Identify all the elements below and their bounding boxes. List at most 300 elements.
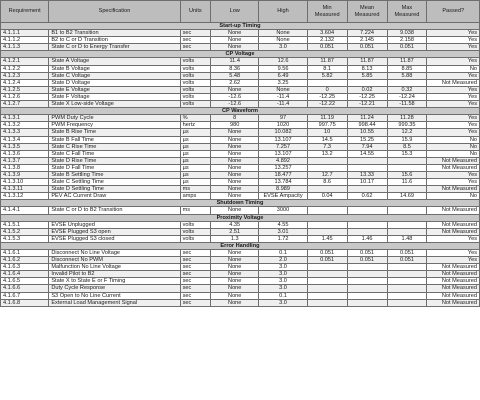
cell-passed: No	[427, 143, 480, 150]
cell-units: µs	[180, 129, 210, 136]
cell-low: 8	[211, 115, 259, 122]
cell-requirement: 4.1.3.9	[1, 171, 49, 178]
cell-units: µs	[180, 136, 210, 143]
cell-passed: Not Measured	[427, 157, 480, 164]
table-row	[1, 72, 480, 79]
table-row	[1, 171, 480, 178]
cell-low: 8.36	[211, 65, 259, 72]
cell-min: 1.45	[307, 235, 347, 242]
cell-requirement: 4.1.1.1	[1, 30, 49, 37]
table-row	[1, 278, 480, 285]
cell-passed: No	[427, 150, 480, 157]
cell-max: 0.051	[387, 44, 427, 51]
cell-specification: PEV AC Current Draw	[49, 193, 180, 200]
cell-low: None	[211, 164, 259, 171]
cell-high: 3.0	[259, 264, 307, 271]
cell-passed: Not Measured	[427, 207, 480, 214]
table-row	[1, 58, 480, 65]
cell-max	[387, 186, 427, 193]
cell-high: 6.49	[259, 72, 307, 79]
cell-high: 18.477	[259, 171, 307, 178]
cell-low: None	[211, 250, 259, 257]
cell-max: 12.2	[387, 129, 427, 136]
cell-max: 9.038	[387, 30, 427, 37]
cell-requirement: 4.1.3.5	[1, 143, 49, 150]
cell-low: None	[211, 278, 259, 285]
cell-passed: Not Measured	[427, 79, 480, 86]
cell-units: volts	[180, 101, 210, 108]
cell-units: ms	[180, 207, 210, 214]
cell-requirement: 4.1.3.10	[1, 179, 49, 186]
cell-requirement: 4.1.5.2	[1, 228, 49, 235]
cell-min: 10	[307, 129, 347, 136]
section-header-row	[1, 51, 480, 58]
cell-passed: Not Measured	[427, 285, 480, 292]
cell-high: None	[259, 37, 307, 44]
cell-specification: Duty Cycle Response	[49, 285, 180, 292]
cell-min	[307, 207, 347, 214]
cell-units: µs	[180, 179, 210, 186]
cell-min	[307, 228, 347, 235]
cell-requirement: 4.1.5.1	[1, 221, 49, 228]
cell-max: 1.48	[387, 235, 427, 242]
cell-specification: State F Voltage	[49, 93, 180, 100]
cell-max: 15.6	[387, 171, 427, 178]
cell-units: volts	[180, 79, 210, 86]
cell-requirement: 4.1.6.5	[1, 278, 49, 285]
cell-high: 10.082	[259, 129, 307, 136]
cell-high: 0.1	[259, 292, 307, 299]
table-row	[1, 65, 480, 72]
cell-mean: -12.25	[347, 93, 387, 100]
cell-specification: Disconnect No Line Voltage	[49, 250, 180, 257]
cell-specification: PWM Frequency	[49, 122, 180, 129]
cell-specification: B2 to C or D Transition	[49, 37, 180, 44]
cell-mean: 8.13	[347, 65, 387, 72]
section-header-row	[1, 23, 480, 30]
cell-high: 13.107	[259, 136, 307, 143]
cell-max	[387, 207, 427, 214]
cell-low: None	[211, 143, 259, 150]
cell-mean	[347, 221, 387, 228]
section-title: CP Waveform	[1, 108, 480, 115]
cell-min	[307, 157, 347, 164]
cell-passed: Yes	[427, 86, 480, 93]
table-row	[1, 179, 480, 186]
cell-mean	[347, 207, 387, 214]
cell-mean	[347, 285, 387, 292]
cell-low: None	[211, 37, 259, 44]
cell-specification: State D Rise Time	[49, 157, 180, 164]
header-requirement: Requirement	[1, 1, 49, 23]
cell-min: -12.22	[307, 101, 347, 108]
cell-specification: External Load Management Signal	[49, 299, 180, 306]
section-title: Start-up Timing	[1, 23, 480, 30]
cell-specification: PWM Duty Cycle	[49, 115, 180, 122]
cell-requirement: 4.1.1.2	[1, 37, 49, 44]
cell-max: 11.87	[387, 58, 427, 65]
header-mean-measured: Mean Measured	[347, 1, 387, 23]
cell-requirement: 4.1.6.6	[1, 285, 49, 292]
cell-passed: Not Measured	[427, 292, 480, 299]
cell-high: 3.25	[259, 79, 307, 86]
cell-mean: 998.44	[347, 122, 387, 129]
cell-min: 997.75	[307, 122, 347, 129]
cell-min: 3.604	[307, 30, 347, 37]
cell-low: None	[211, 264, 259, 271]
cell-mean	[347, 186, 387, 193]
table-row	[1, 143, 480, 150]
cell-units: sec	[180, 278, 210, 285]
cell-units: µs	[180, 143, 210, 150]
header-passed: Passed?	[427, 1, 480, 23]
cell-max	[387, 285, 427, 292]
cell-units: volts	[180, 72, 210, 79]
cell-units: sec	[180, 257, 210, 264]
cell-requirement: 4.1.3.7	[1, 157, 49, 164]
cell-mean: 13.33	[347, 171, 387, 178]
cell-low: -12.6	[211, 93, 259, 100]
cell-passed: Yes	[427, 250, 480, 257]
cell-passed: Yes	[427, 37, 480, 44]
cell-high: 1020	[259, 122, 307, 129]
cell-requirement: 4.1.5.3	[1, 235, 49, 242]
cell-min	[307, 285, 347, 292]
cell-passed: No	[427, 65, 480, 72]
cell-units: sec	[180, 250, 210, 257]
cell-passed: No	[427, 193, 480, 200]
cell-units: sec	[180, 299, 210, 306]
cell-high: 3.01	[259, 228, 307, 235]
cell-high: None	[259, 86, 307, 93]
cell-specification: State C Voltage	[49, 72, 180, 79]
cell-units: sec	[180, 44, 210, 51]
header-row	[1, 1, 480, 23]
table-row	[1, 136, 480, 143]
cell-high: 1.72	[259, 235, 307, 242]
cell-requirement: 4.1.2.2	[1, 65, 49, 72]
cell-max	[387, 299, 427, 306]
cell-units: ms	[180, 186, 210, 193]
cell-mean	[347, 164, 387, 171]
cell-units: µs	[180, 150, 210, 157]
cell-mean: 7.94	[347, 143, 387, 150]
cell-requirement: 4.1.3.11	[1, 186, 49, 193]
cell-max: 11.28	[387, 115, 427, 122]
table-row	[1, 207, 480, 214]
cell-min	[307, 271, 347, 278]
cell-specification: State X Low-side Voltage	[49, 101, 180, 108]
cell-units: %	[180, 115, 210, 122]
cell-min	[307, 278, 347, 285]
table-row	[1, 250, 480, 257]
table-row	[1, 86, 480, 93]
cell-min: 0.051	[307, 250, 347, 257]
header-units: Units	[180, 1, 210, 23]
cell-mean	[347, 292, 387, 299]
cell-passed: Not Measured	[427, 264, 480, 271]
cell-min: 11.19	[307, 115, 347, 122]
cell-passed: Not Measured	[427, 278, 480, 285]
cell-max: 14.69	[387, 193, 427, 200]
cell-min: 0.051	[307, 44, 347, 51]
cell-mean: 2.145	[347, 37, 387, 44]
cell-units: volts	[180, 228, 210, 235]
cell-requirement: 4.1.6.1	[1, 250, 49, 257]
cell-mean: 15.25	[347, 136, 387, 143]
cell-max: 15.9	[387, 136, 427, 143]
section-title: Shutdown Timing	[1, 200, 480, 207]
cell-min: 0.051	[307, 257, 347, 264]
cell-requirement: 4.1.6.4	[1, 271, 49, 278]
cell-mean: 7.224	[347, 30, 387, 37]
cell-mean	[347, 157, 387, 164]
cell-min: 2.132	[307, 37, 347, 44]
cell-mean	[347, 79, 387, 86]
cell-max	[387, 221, 427, 228]
cell-units: volts	[180, 86, 210, 93]
cell-requirement: 4.1.6.8	[1, 299, 49, 306]
cell-specification: State D Settling Time	[49, 186, 180, 193]
cell-mean	[347, 278, 387, 285]
cell-min	[307, 264, 347, 271]
cell-min: 8.1	[307, 65, 347, 72]
cell-high: 12.6	[259, 58, 307, 65]
cell-high: 13.784	[259, 179, 307, 186]
cell-passed: Yes	[427, 179, 480, 186]
table-row	[1, 150, 480, 157]
cell-min: 7.3	[307, 143, 347, 150]
cell-units: volts	[180, 65, 210, 72]
cell-high: 3.0	[259, 278, 307, 285]
cell-high: 3.0	[259, 285, 307, 292]
cell-min	[307, 186, 347, 193]
cell-units: µs	[180, 157, 210, 164]
cell-requirement: 4.1.3.6	[1, 150, 49, 157]
cell-requirement: 4.1.1.3	[1, 44, 49, 51]
cell-passed: Yes	[427, 30, 480, 37]
cell-specification: Malfunction No Line Voltage	[49, 264, 180, 271]
table-row	[1, 129, 480, 136]
cell-max: 0.32	[387, 86, 427, 93]
cell-min: 0	[307, 86, 347, 93]
header-max-measured: Max Measured	[387, 1, 427, 23]
table-row	[1, 264, 480, 271]
table-row	[1, 164, 480, 171]
cell-units: µs	[180, 171, 210, 178]
table-row	[1, 101, 480, 108]
table-row	[1, 257, 480, 264]
cell-passed: Yes	[427, 257, 480, 264]
cell-units: volts	[180, 235, 210, 242]
cell-max	[387, 278, 427, 285]
header-low: Low	[211, 1, 259, 23]
cell-min	[307, 292, 347, 299]
cell-mean: 11.24	[347, 115, 387, 122]
cell-min	[307, 79, 347, 86]
table-row	[1, 44, 480, 51]
table-body	[1, 23, 480, 307]
cell-high: 13.107	[259, 150, 307, 157]
cell-passed: Yes	[427, 115, 480, 122]
cell-low: None	[211, 86, 259, 93]
cell-low: None	[211, 207, 259, 214]
cell-high: EVSE Ampacity	[259, 193, 307, 200]
cell-requirement: 4.1.3.1	[1, 115, 49, 122]
header-specification: Specification	[49, 1, 180, 23]
cell-specification: State C or D to B2 Transition	[49, 207, 180, 214]
cell-specification: State C Fall Time	[49, 150, 180, 157]
cell-requirement: 4.1.4.1	[1, 207, 49, 214]
cell-low: None	[211, 257, 259, 264]
cell-max: 0.051	[387, 250, 427, 257]
cell-mean: 0.051	[347, 250, 387, 257]
cell-high: 0.1	[259, 250, 307, 257]
cell-low: None	[211, 292, 259, 299]
cell-high: 7.257	[259, 143, 307, 150]
cell-requirement: 4.1.6.3	[1, 264, 49, 271]
cell-specification: State B Fall Time	[49, 136, 180, 143]
cell-min: 8.6	[307, 179, 347, 186]
cell-mean: 10.55	[347, 129, 387, 136]
cell-max	[387, 164, 427, 171]
cell-units: hertz	[180, 122, 210, 129]
cell-high: -11.4	[259, 93, 307, 100]
cell-passed: Not Measured	[427, 164, 480, 171]
cell-max: -11.58	[387, 101, 427, 108]
cell-high: 4.55	[259, 221, 307, 228]
cell-low: 5.48	[211, 72, 259, 79]
table-row	[1, 37, 480, 44]
cell-min: 5.82	[307, 72, 347, 79]
cell-units: sec	[180, 264, 210, 271]
cell-max	[387, 157, 427, 164]
cell-low: 980	[211, 122, 259, 129]
table-row	[1, 30, 480, 37]
cell-passed: Yes	[427, 58, 480, 65]
cell-max	[387, 271, 427, 278]
table-row	[1, 79, 480, 86]
cell-specification: EVSE Plugged S3 closed	[49, 235, 180, 242]
cell-requirement: 4.1.6.7	[1, 292, 49, 299]
cell-passed: Yes	[427, 122, 480, 129]
cell-high: -11.4	[259, 101, 307, 108]
cell-mean: 11.87	[347, 58, 387, 65]
cell-min: -12.25	[307, 93, 347, 100]
cell-specification: State B Rise Time	[49, 129, 180, 136]
section-title: Proximity Voltage	[1, 214, 480, 221]
cell-max: 15.3	[387, 150, 427, 157]
table-row	[1, 299, 480, 306]
cell-passed: Not Measured	[427, 228, 480, 235]
cell-low: None	[211, 186, 259, 193]
section-header-row	[1, 108, 480, 115]
table-row	[1, 122, 480, 129]
cell-low: None	[211, 171, 259, 178]
cell-specification: State C Rise Time	[49, 143, 180, 150]
cell-specification: State B Settling Time	[49, 171, 180, 178]
cell-max: 0.051	[387, 257, 427, 264]
cell-high: 3000	[259, 207, 307, 214]
cell-max	[387, 292, 427, 299]
section-header-row	[1, 242, 480, 249]
cell-units: sec	[180, 285, 210, 292]
cell-low: None	[211, 299, 259, 306]
cell-requirement: 4.1.3.8	[1, 164, 49, 171]
cell-low: None	[211, 157, 259, 164]
cell-units: sec	[180, 37, 210, 44]
cell-low: None	[211, 129, 259, 136]
cell-requirement: 4.1.2.7	[1, 101, 49, 108]
cell-min	[307, 164, 347, 171]
cell-max: -12.24	[387, 93, 427, 100]
cell-units: sec	[180, 271, 210, 278]
cell-specification: State D Fall Time	[49, 164, 180, 171]
cell-high: 8.989	[259, 186, 307, 193]
cell-max: 5.88	[387, 72, 427, 79]
table-row	[1, 193, 480, 200]
cell-low: None	[211, 193, 259, 200]
table-row	[1, 115, 480, 122]
cell-specification: Invalid Pilot to B2	[49, 271, 180, 278]
cell-specification: S3 Open to No Line Current	[49, 292, 180, 299]
cell-mean: 0.051	[347, 257, 387, 264]
cell-low: None	[211, 30, 259, 37]
table-row	[1, 186, 480, 193]
cell-max: 2.158	[387, 37, 427, 44]
cell-mean	[347, 228, 387, 235]
cell-high: 3.0	[259, 44, 307, 51]
cell-passed: No	[427, 136, 480, 143]
cell-passed: Not Measured	[427, 271, 480, 278]
cell-low: None	[211, 179, 259, 186]
cell-requirement: 4.1.3.3	[1, 129, 49, 136]
cell-mean: 5.85	[347, 72, 387, 79]
table-row	[1, 93, 480, 100]
cell-max: 8.85	[387, 65, 427, 72]
cell-units: amps	[180, 193, 210, 200]
cell-low: 2.51	[211, 228, 259, 235]
cell-units: µs	[180, 164, 210, 171]
cell-units: sec	[180, 30, 210, 37]
cell-max	[387, 79, 427, 86]
cell-high: None	[259, 30, 307, 37]
cell-min: 14.5	[307, 136, 347, 143]
cell-passed: Yes	[427, 171, 480, 178]
cell-mean	[347, 271, 387, 278]
cell-passed: Yes	[427, 101, 480, 108]
cell-high: 2.0	[259, 257, 307, 264]
table-row	[1, 228, 480, 235]
cell-specification: State E Voltage	[49, 86, 180, 93]
cell-low: None	[211, 150, 259, 157]
header-min-measured: Min Measured	[307, 1, 347, 23]
cell-max: 8.5	[387, 143, 427, 150]
cell-min: 12.7	[307, 171, 347, 178]
cell-low: None	[211, 271, 259, 278]
cell-units: volts	[180, 58, 210, 65]
cell-max: 999.35	[387, 122, 427, 129]
cell-high: 4.892	[259, 157, 307, 164]
cell-mean: 10.17	[347, 179, 387, 186]
cell-passed: Yes	[427, 72, 480, 79]
cell-low: None	[211, 136, 259, 143]
cell-high: 3.0	[259, 299, 307, 306]
cell-low: 4.35	[211, 221, 259, 228]
cell-requirement: 4.1.2.5	[1, 86, 49, 93]
cell-requirement: 4.1.6.2	[1, 257, 49, 264]
cell-specification: State X to State E or F Timing	[49, 278, 180, 285]
